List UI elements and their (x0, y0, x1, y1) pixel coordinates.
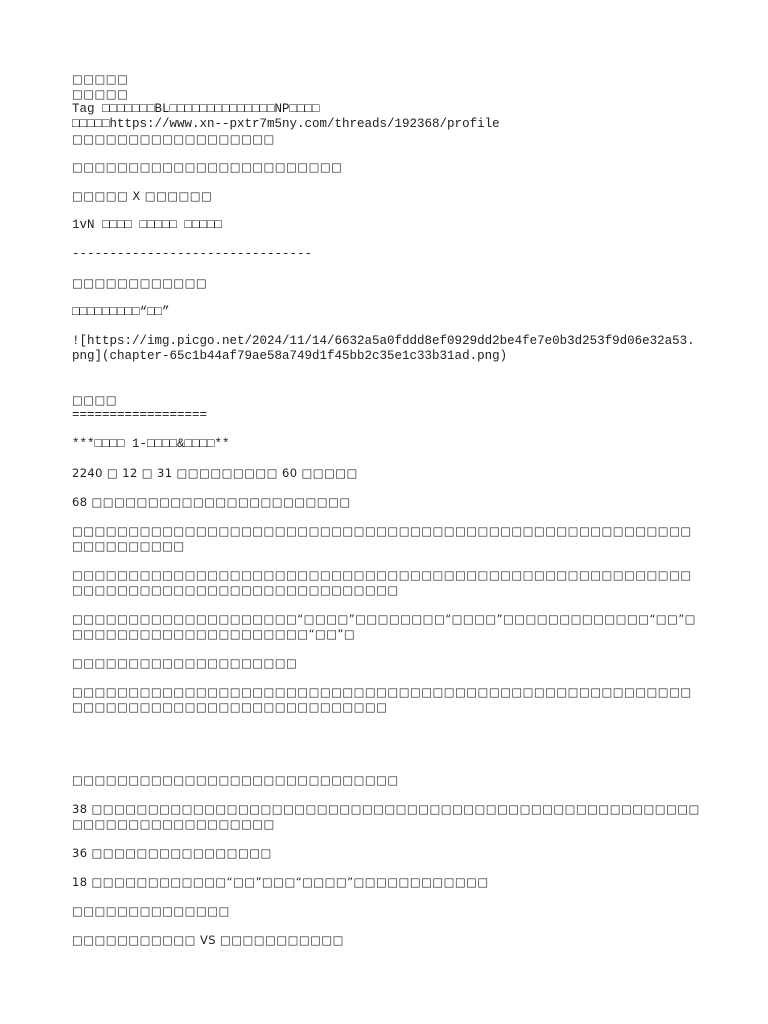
chapter-paragraph-11: 18 □□□□□□□□□□□□“□□”□□□“□□□□”□□□□□□□□□□□□ (72, 875, 489, 889)
chapter-paragraph-13: □□□□□□□□□□□ VS □□□□□□□□□□□ (72, 933, 344, 947)
chapter-paragraph-4: □□□□□□□□□□□□□□□□□□□□□□□□□□□□□□□□□□□□□□□□□□□□□□□□□□□□□□□□□□□□□□□□□□□□□□□□□□□□□□□□□□□□ (72, 568, 692, 597)
chapter-paragraph-2: 68 □□□□□□□□□□□□□□□□□□□□□□□ (72, 495, 351, 509)
chapter-title-underline: ================== (72, 408, 208, 422)
chapter-title: □□□□ (72, 393, 118, 407)
blank-gap (72, 729, 702, 773)
header-line-2: □□□□□ (72, 87, 129, 101)
header-block (72, 72, 702, 147)
chapter-heading (72, 393, 702, 423)
intro-paragraph-3: 1vN □□□□ □□□□□ □□□□□ (72, 218, 223, 232)
chapter-paragraph-10: 36 □□□□□□□□□□□□□□□□ (72, 846, 272, 860)
chapter-paragraph-6: □□□□□□□□□□□□□□□□□□□□ (72, 656, 298, 670)
header-line-1: □□□□□ (72, 72, 129, 86)
intro-paragraph-4: □□□□□□□□□□□□ (72, 276, 208, 290)
chapter-paragraph-12: □□□□□□□□□□□□□□ (72, 904, 230, 918)
tag-line: Tag □□□□□□□BL□□□□□□□□□□□□□□NP□□□□ (72, 102, 320, 116)
header-line-5: □□□□□□□□□□□□□□□□□□ (72, 132, 275, 146)
image-markdown-link: ![https://img.picgo.net/2024/11/14/6632a5a0fddd8ef0929dd2be4fe7e0b3d253f9d06e32a53.png](chapter-65c1b44af79ae58a749d1f45bb2c35e1c33b31ad.png) (72, 334, 695, 363)
intro-paragraph-5: □□□□□□□□□“□□” (72, 305, 170, 319)
chapter-paragraph-7: □□□□□□□□□□□□□□□□□□□□□□□□□□□□□□□□□□□□□□□□□□□□□□□□□□□□□□□□□□□□□□□□□□□□□□□□□□□□□□□□□□□ (72, 685, 692, 714)
horizontal-rule: -------------------------------- (72, 247, 313, 261)
source-url-line: □□□□□https://www.xn--pxtr7m5ny.com/threads/192368/profile (72, 117, 500, 131)
intro-paragraph-2: □□□□□ X □□□□□□ (72, 189, 213, 203)
chapter-paragraph-9: 38 □□□□□□□□□□□□□□□□□□□□□□□□□□□□□□□□□□□□□□□□□□□□□□□□□□□□□□□□□□□□□□□□□□□□□□□□ (72, 802, 700, 831)
intro-paragraph-1: □□□□□□□□□□□□□□□□□□□□□□□□ (72, 160, 343, 174)
chapter-paragraph-8: □□□□□□□□□□□□□□□□□□□□□□□□□□□□□ (72, 773, 399, 787)
chapter-paragraph-5: □□□□□□□□□□□□□□□□□□□□“□□□□”□□□□□□□□“□□□□”□□□□□□□□□□□□□“□□”□□□□□□□□□□□□□□□□□□□□□□“□□”□ (72, 612, 696, 641)
chapter-paragraph-1: 2240 □ 12 □ 31 □□□□□□□□□ 60 □□□□□ (72, 466, 358, 480)
chapter-subtitle: ***□□□□ 1-□□□□&□□□□** (72, 437, 230, 451)
chapter-paragraph-3: □□□□□□□□□□□□□□□□□□□□□□□□□□□□□□□□□□□□□□□□□□□□□□□□□□□□□□□□□□□□□□□□□ (72, 524, 692, 553)
document-page (72, 72, 702, 962)
